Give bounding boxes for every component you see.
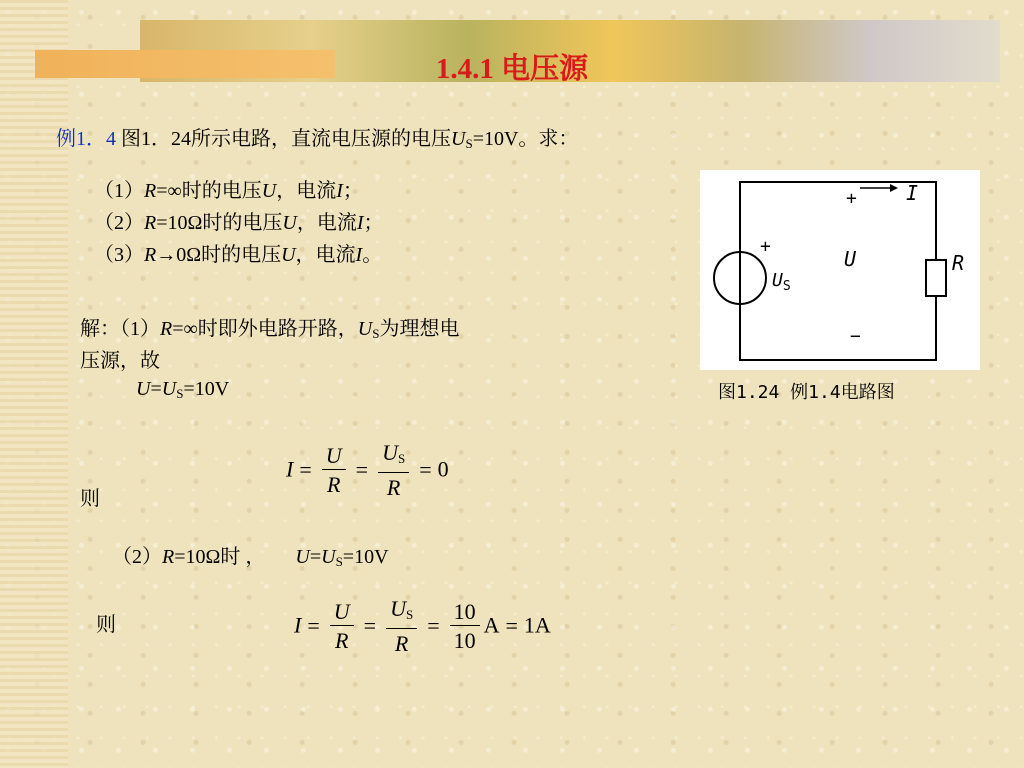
- q2-r: R: [144, 212, 157, 234]
- q3-i: I: [355, 244, 363, 266]
- q2-u: U: [282, 212, 297, 234]
- q1-i: I: [336, 180, 343, 202]
- example-tail: =10V。求：: [472, 128, 579, 150]
- f1-num-1: U: [322, 443, 346, 470]
- plus-top: +: [846, 188, 857, 209]
- f2-num-2-u: U: [390, 596, 406, 621]
- sol-tail: 为理想电: [379, 318, 460, 340]
- q3-end: 。: [362, 244, 383, 266]
- f1-frac-2: [378, 440, 409, 503]
- circuit-diagram: [700, 170, 980, 370]
- example-us-sub: S: [465, 136, 473, 151]
- q2-i: I: [356, 212, 364, 234]
- eq1-us: U: [161, 378, 177, 400]
- voltage-label-u: U: [844, 247, 857, 271]
- source-label-u: U: [772, 270, 783, 291]
- f1-eq2: =: [355, 456, 369, 482]
- part2-eq: =: [309, 546, 322, 568]
- part-2-line: [112, 540, 389, 570]
- solution-line-1: [80, 312, 459, 342]
- example-label: 例1．4: [56, 128, 116, 150]
- question-1: [94, 174, 363, 203]
- q3-u: U: [281, 244, 296, 266]
- f2-den-3: 10: [453, 628, 476, 653]
- formula-1: [286, 440, 449, 503]
- part2-prefix: （2）: [112, 546, 162, 568]
- eq1-eq: =: [150, 378, 162, 400]
- part2-us-sub: S: [335, 554, 343, 569]
- f2-eq4: =: [505, 612, 518, 638]
- f2-eq2: =: [363, 612, 377, 638]
- f2-result: 1A: [523, 612, 551, 638]
- f2-num-3: 10: [450, 599, 480, 626]
- f1-den-1: R: [326, 472, 341, 497]
- q2-mid: =10Ω时的电压: [156, 212, 283, 234]
- q1-mid: =∞时的电压: [156, 180, 262, 202]
- plus-source: +: [760, 236, 771, 257]
- f2-lhs: I: [294, 612, 302, 638]
- f1-den-2: R: [386, 475, 401, 500]
- eq1-val: =10V: [183, 378, 230, 400]
- sol-r: R: [160, 318, 173, 340]
- q3-prefix: （3）: [94, 244, 144, 266]
- q1-end: ；: [342, 180, 363, 202]
- f2-den-1: R: [334, 628, 349, 653]
- sol-u: U: [357, 318, 373, 340]
- f2-frac-1: [330, 599, 354, 656]
- q1-u: U: [261, 180, 277, 202]
- f2-unit: A: [483, 612, 500, 638]
- formula-2: [294, 596, 551, 659]
- part2-val: =10V: [342, 546, 389, 568]
- q3-mid: →0Ω时的电压: [156, 244, 282, 266]
- part2-mid: =10Ω时 ，: [174, 546, 266, 568]
- f2-eq: =: [307, 612, 320, 638]
- f2-frac-2: [386, 596, 417, 659]
- ze-label-2: 则: [96, 614, 116, 636]
- solution-line-2: 压源，故: [80, 350, 160, 372]
- q1-prefix: （1）: [94, 180, 144, 202]
- eq1-u: U: [136, 378, 151, 400]
- part2-r: R: [162, 546, 175, 568]
- example-text: 图1．24所示电路，直流电压源的电压: [116, 128, 451, 150]
- question-3: [94, 238, 382, 267]
- circuit-caption: 图1.24 例1.4电路图: [718, 382, 895, 403]
- resistor-symbol: [926, 260, 946, 296]
- f1-num-2: [378, 440, 409, 473]
- q3-sep: ，电流: [295, 244, 356, 266]
- eq1-us-sub: S: [176, 386, 184, 401]
- arrow-label-i: I: [906, 181, 919, 205]
- sol-prefix: 解：（1）: [80, 318, 160, 340]
- ze-label-1: 则: [80, 488, 100, 510]
- f2-eq3: =: [427, 612, 440, 638]
- example-us: U: [451, 128, 466, 150]
- q2-prefix: （2）: [94, 212, 144, 234]
- f1-lhs: I: [286, 456, 294, 482]
- left-texture-strip: [0, 0, 68, 768]
- question-2: [94, 206, 384, 235]
- solution-equation-1: [136, 378, 229, 402]
- f1-eq: =: [299, 456, 312, 482]
- q3-r: R: [144, 244, 157, 266]
- q1-r: R: [144, 180, 157, 202]
- q1-sep: ，电流: [276, 180, 337, 202]
- f1-result: 0: [437, 456, 449, 482]
- minus-sign: −: [850, 326, 861, 347]
- q2-sep: ，电流: [296, 212, 357, 234]
- f2-num-2-sub: S: [405, 607, 414, 622]
- f2-num-2: [386, 596, 417, 629]
- sol-mid: =∞时即外电路开路，: [172, 318, 358, 340]
- f2-num-1: U: [330, 599, 354, 626]
- example-statement: [56, 122, 578, 152]
- f2-frac-3: [450, 599, 480, 656]
- source-label-sub: S: [782, 279, 791, 294]
- slide-title: 1.4.1 电压源: [435, 53, 589, 85]
- sol-u-sub: S: [372, 326, 380, 341]
- part2-us: U: [321, 546, 336, 568]
- resistor-label-r: R: [952, 251, 965, 275]
- part2-u: U: [295, 546, 310, 568]
- f2-den-2: R: [394, 631, 409, 656]
- f1-num-2-u: U: [382, 440, 398, 465]
- q2-end: ；: [363, 212, 384, 234]
- f1-eq3: =: [419, 456, 432, 482]
- f1-num-2-sub: S: [397, 451, 406, 466]
- f1-frac-1: [322, 443, 346, 500]
